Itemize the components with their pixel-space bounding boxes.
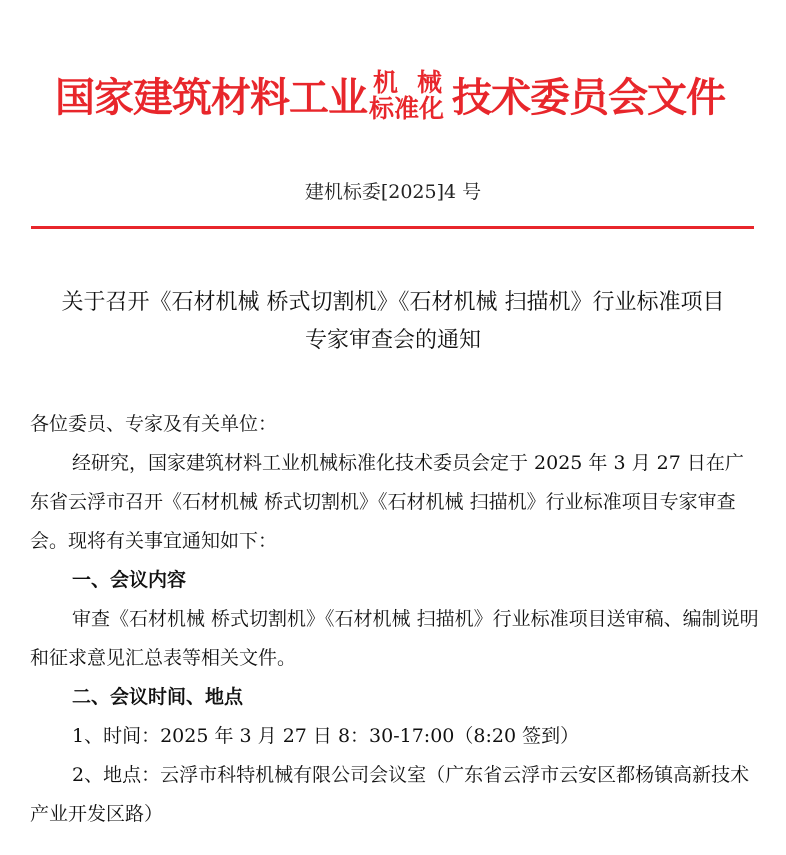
notice-title-line-2: 专家审查会的通知 [304,328,481,353]
salutation: 各位委员、专家及有关单位： [30,413,278,435]
meeting-content-paragraph: 审查《石材机械 桥式切割机》《石材机械 扫描机》行业标准项目送审稿、编制说明和征求意见汇总表等相关文件。 [30,608,759,669]
document-header [20,58,760,138]
header-stack-top-right: 械 [416,67,442,97]
header-prefix: 国家建筑材料工业 [54,75,367,121]
header-stacked-words [368,67,444,123]
meeting-time-item: 1、时间：2025 年 3 月 27 日 8：30-17:00（8:20 签到） [72,725,580,747]
notice-title-line-1: 关于召开《石材机械 桥式切割机》《石材机械 扫描机》行业标准项目 [61,290,725,315]
meeting-place-item: 2、地点：云浮市科特机械有限公司会议室（广东省云浮市云安区都杨镇高新技术产业开发区路） [30,764,750,825]
section-heading-time-place: 二、会议时间、地点 [72,686,244,708]
document-number: 建机标委[2025]4 号 [304,181,482,203]
document-body [30,405,760,834]
header-divider [31,226,754,229]
intro-paragraph: 经研究，国家建筑材料工业机械标准化技术委员会定于 2025 年 3 月 27 日在广东省云浮市召开《石材机械 桥式切割机》《石材机械 扫描机》行业标准项目专家审查会。现将有关事宜通知如下： [30,452,744,552]
header-stack-bottom: 标准化 [368,94,444,123]
section-heading-meeting-content: 一、会议内容 [72,569,187,591]
header-suffix: 技术委员会文件 [452,75,725,121]
header-stack-top-left: 机 [372,67,398,97]
notice-title [26,284,760,360]
